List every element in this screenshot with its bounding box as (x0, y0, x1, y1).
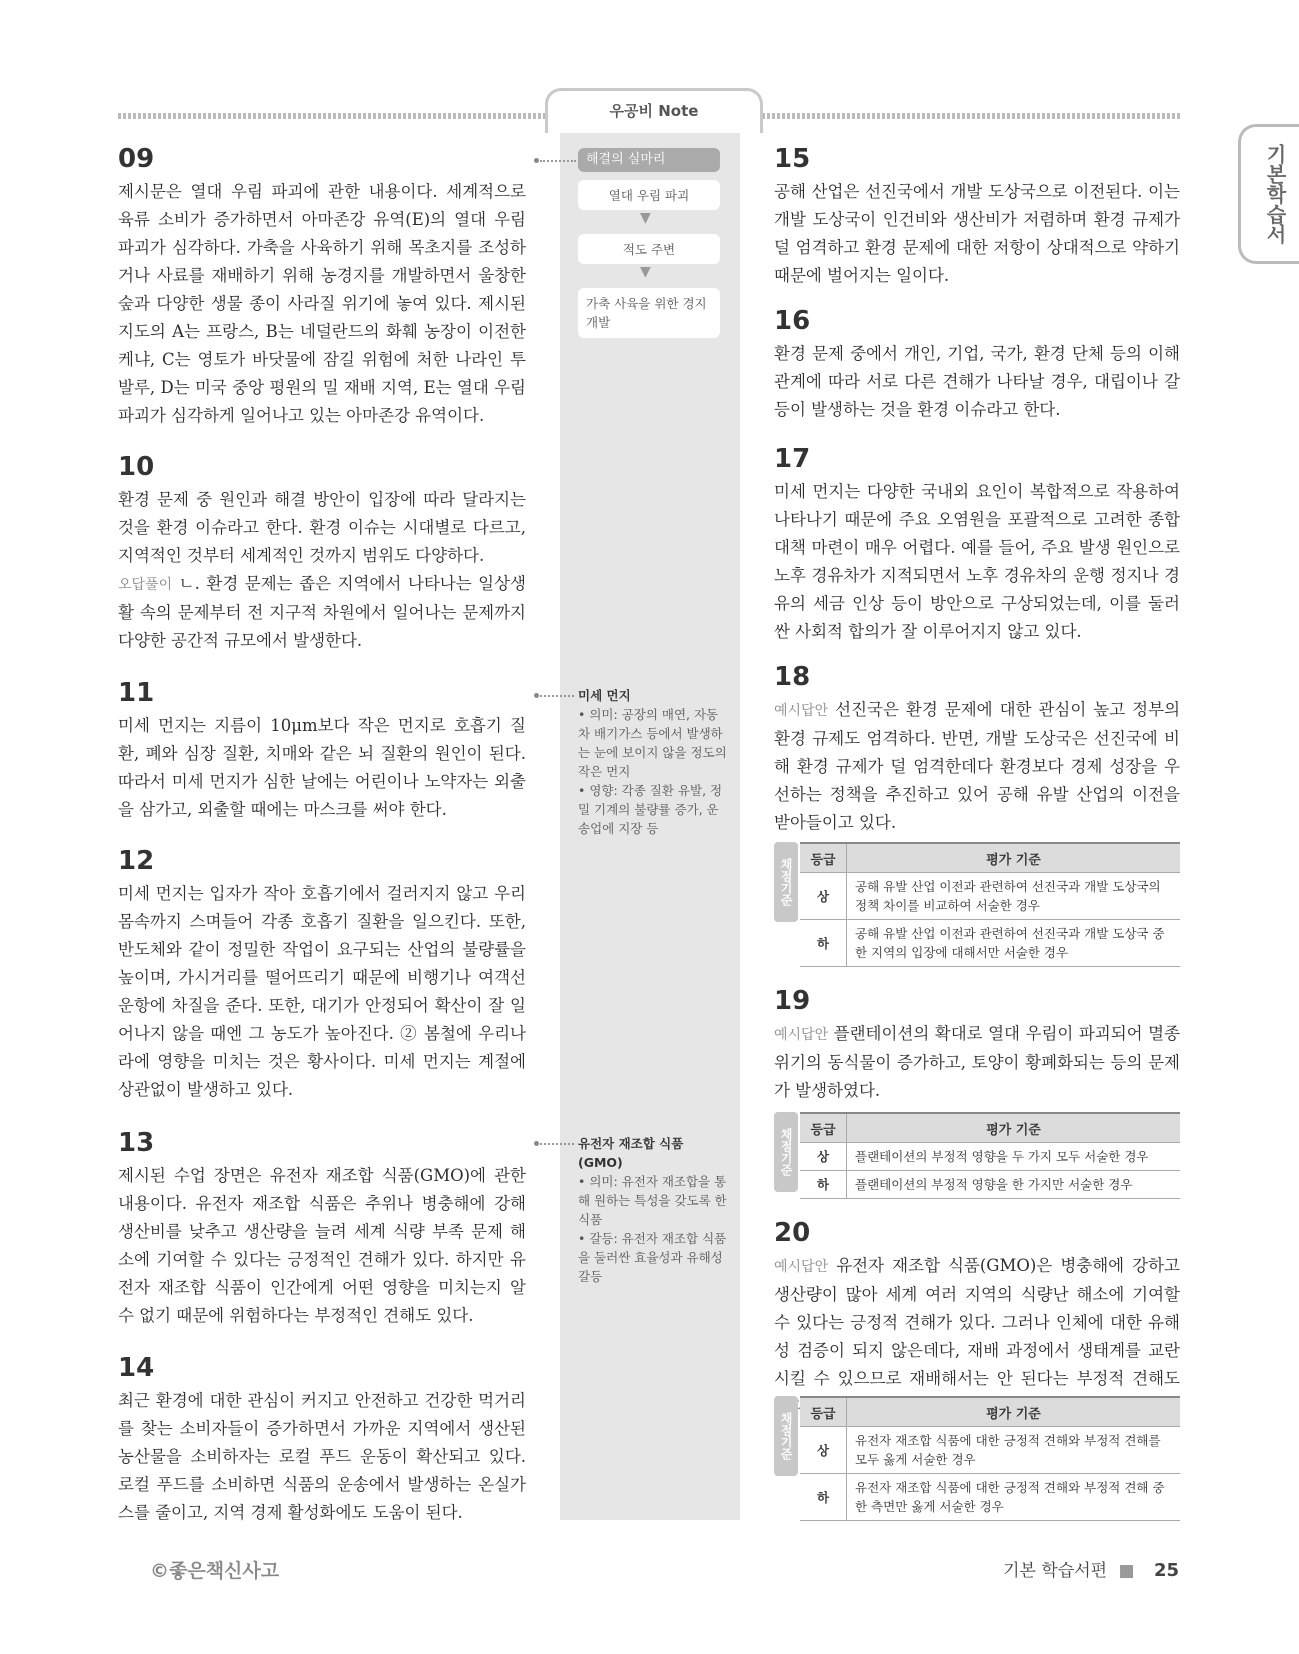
rubric-criteria: 유전자 재조합 식품에 대한 긍정적 견해와 부정적 견해 중 한 측면만 옳게 서술한 경우 (847, 1474, 1181, 1521)
connector-line (540, 1143, 574, 1145)
rubric-header: 평가 기준 (847, 1397, 1181, 1427)
rubric-criteria: 유전자 재조합 식품에 대한 긍정적 견해와 부정적 견해를 모두 옳게 서술한 경우 (847, 1427, 1181, 1474)
arrow-down-icon: ▼ (640, 210, 651, 226)
rubric-grade: 하 (800, 920, 847, 967)
answer-text: 최근 환경에 대한 관심이 커지고 안전하고 건강한 먹거리를 찾는 소비자들이 증가하면서 가까운 지역에서 생산된 농산물을 소비하자는 로컬 푸드 운동이 확산되고 있다. 로컬 푸드를 소비하면 식품의 운송에서 발생하는 온실가스를 줄이고, 지역 경제 활성화에도 도움이 된다. (118, 1391, 526, 1522)
flow-step: 열대 우림 파괴 (578, 180, 720, 210)
rubric-criteria: 공해 유발 산업 이전과 관련하여 선진국과 개발 도상국 중 한 지역의 입장에 대해서만 서술한 경우 (847, 920, 1181, 967)
rubric-grade: 하 (800, 1474, 847, 1521)
answer-text: 제시문은 열대 우림 파괴에 관한 내용이다. 세계적으로 육류 소비가 증가하면서 아마존강 유역(E)의 열대 우림 파괴가 심각하다. 가축을 사육하기 위해 목초지를 조성하거나 사료를 재배하기 위해 농경지를 개발하면서 울창한 숲과 다양한 생물 종이 사라질 위기에 놓여 있다. 제시된 지도의 A는 프랑스, B는 네덜란드의 화훼 농장이 이전한 케냐, C는 영토가 바닷물에 잠길 위험에 처한 나라인 투발루, D는 미국 중앙 평원의 밀 재배 지역, E는 열대 우림 파괴가 심각하게 일어나고 있는 아마존강 유역이다. (118, 182, 526, 425)
page-number: 25 (1153, 1560, 1179, 1581)
top-border-left (118, 113, 548, 119)
side-note-line: • 의미: 공장의 매연, 자동차 배기가스 등에서 발생하는 눈에 보이지 않을 정도의 작은 먼지 (578, 707, 727, 779)
answer-body: 환경 문제 중 원인과 해결 방안이 입장에 따라 달라지는 것을 환경 이슈라고 한다. 환경 이슈는 시대별로 다르고, 지역적인 것부터 세계적인 것까지 범위도 다양하다. (118, 490, 526, 565)
answer-text: 미세 먼지는 지름이 10μm보다 작은 먼지로 호흡기 질환, 폐와 심장 질환, 치매와 같은 뇌 질환의 원인이 된다. 따라서 미세 먼지가 심한 날에는 어린이나 노약자는 외출을 삼가고, 외출할 때에는 마스크를 써야 한다. (118, 716, 526, 819)
answer-text: 제시된 수업 장면은 유전자 재조합 식품(GMO)에 관한 내용이다. 유전자 재조합 식품은 추위나 병충해에 강해 생산비를 낮추고 생산량을 늘려 세계 식량 부족 문제 해소에 기여할 수 있다는 긍정적인 견해가 있다. 하지만 유전자 재조합 식품이 인간에게 어떤 영향을 미치는지 알 수 없기 때문에 위험하다는 부정적인 견해도 있다. (118, 1166, 526, 1325)
question-number: 15 (774, 144, 811, 174)
rubric-grade: 상 (800, 1143, 847, 1171)
rubric-criteria: 플랜테이션의 부정적 영향을 두 가지 모두 서술한 경우 (847, 1143, 1181, 1171)
answer-text: 공해 산업은 선진국에서 개발 도상국으로 이전된다. 이는 개발 도상국이 인건비와 생산비가 저렴하며 환경 규제가 덜 엄격하고 환경 문제에 대한 저항이 상대적으로 약하기 때문에 벌어지는 일이다. (774, 182, 1180, 285)
sample-answer-tag: 예시답안 (774, 1259, 829, 1275)
rubric-table (774, 842, 1180, 964)
side-note-title: 미세 먼지 (578, 688, 631, 703)
rubric-criteria: 플랜테이션의 부정적 영향을 한 가지만 서술한 경우 (847, 1171, 1181, 1199)
answer-text: 환경 문제 중에서 개인, 기업, 국가, 환경 단체 등의 이해관계에 따라 서로 다른 견해가 나타날 경우, 대립이나 갈등이 발생하는 것을 환경 이슈라고 한다. (774, 344, 1180, 419)
question-number: 11 (118, 678, 155, 708)
arrow-down-icon: ▼ (640, 264, 651, 280)
rubric-grade: 상 (800, 873, 847, 920)
rubric-table (774, 1396, 1180, 1518)
rubric-header: 등급 (800, 1397, 847, 1427)
side-note-title: 유전자 재조합 식품(GMO) (578, 1136, 684, 1170)
publisher-logo: ©좋은책신사고 (150, 1560, 280, 1582)
rubric-label: 채점기준 (774, 1112, 798, 1192)
sample-answer-tag: 예시답안 (774, 703, 829, 719)
side-section-tab: 기본학습서 (1238, 124, 1299, 264)
side-note-line: • 갈등: 유전자 재조합 식품을 둘러싼 효율성과 유해성 갈등 (578, 1231, 727, 1284)
answer-text: 미세 먼지는 다양한 국내외 요인이 복합적으로 작용하여 나타나기 때문에 주요 오염원을 포괄적으로 고려한 종합 대책 마련이 매우 어렵다. 예를 들어, 주요 발생 원인으로 노후 경유차가 지적되면서 노후 경유차의 운행 정지나 경유의 세금 인상 등이 방안으로 구상되었는데, 이를 둘러싼 사회적 합의가 잘 이루어지지 않고 있다. (774, 482, 1180, 641)
note-tab: 우공비 Note (545, 88, 763, 133)
rubric-criteria: 공해 유발 산업 이전과 관련하여 선진국과 개발 도상국의 정책 차이를 비교하여 서술한 경우 (847, 873, 1181, 920)
answer-text: 미세 먼지는 입자가 작아 호흡기에서 걸러지지 않고 우리 몸속까지 스며들어 각종 호흡기 질환을 일으킨다. 또한, 반도체와 같이 정밀한 작업이 요구되는 산업의 불량률을 높이며, 가시거리를 떨어뜨리기 때문에 비행기나 여객선 운항에 차질을 준다. 또한, 대기가 안정되어 확산이 잘 일어나지 않을 때엔 그 농도가 높아진다. ② 봄철에 우리나라에 영향을 미치는 것은 황사이다. 미세 먼지는 계절에 상관없이 발생하고 있다. (118, 884, 526, 1099)
connector-dot (534, 693, 539, 698)
answer-text (774, 1020, 1180, 1105)
connector-line (540, 695, 574, 697)
question-number: 12 (118, 846, 155, 876)
connector-dot (534, 158, 539, 163)
flow-step: 가축 사육을 위한 경지 개발 (578, 288, 720, 338)
wrong-answer-tag: 오답풀이 (118, 577, 173, 593)
side-note-dust (578, 686, 728, 838)
answer-text (118, 486, 526, 655)
question-number: 18 (774, 662, 811, 692)
rubric-grade: 상 (800, 1427, 847, 1474)
side-note-line: • 의미: 유전자 재조합을 통해 원하는 특성을 갖도록 한 식품 (578, 1174, 727, 1227)
rubric-table (774, 1112, 1180, 1194)
connector-line (540, 160, 576, 162)
question-number: 09 (118, 144, 155, 174)
question-number: 10 (118, 452, 155, 482)
rubric-header: 평가 기준 (847, 843, 1181, 873)
flow-step: 적도 주변 (578, 234, 720, 264)
answer-body: 플랜테이션의 확대로 열대 우림이 파괴되어 멸종 위기의 동식물이 증가하고, 토양이 황폐화되는 등의 문제가 발생하였다. (774, 1024, 1180, 1100)
question-number: 16 (774, 306, 811, 336)
side-note-gmo (578, 1134, 728, 1286)
rubric-header: 평가 기준 (847, 1113, 1181, 1143)
rubric-header: 등급 (800, 1113, 847, 1143)
top-border-right (757, 113, 1180, 119)
answer-body: 선진국은 환경 문제에 대한 관심이 높고 정부의 환경 규제도 엄격하다. 반면, 개발 도상국은 선진국에 비해 환경 규제가 덜 엄격한데다 환경보다 경제 성장을 우선하는 정책을 추진하고 있어 공해 유발 산업의 이전을 받아들이고 있다. (774, 700, 1181, 832)
question-number: 19 (774, 986, 811, 1016)
footer-separator-icon: ■ (1118, 1561, 1135, 1581)
question-number: 13 (118, 1128, 155, 1158)
rubric-header: 등급 (800, 843, 847, 873)
side-note-line: • 영향: 각종 질환 유발, 정밀 기계의 불량률 증가, 운송업에 지장 등 (578, 783, 723, 836)
question-number: 20 (774, 1218, 811, 1248)
rubric-label: 채점기준 (774, 842, 798, 922)
rubric-label: 채점기준 (774, 1396, 798, 1476)
rubric-grade: 하 (800, 1171, 847, 1199)
connector-dot (534, 1141, 539, 1146)
sample-answer-tag: 예시답안 (774, 1027, 829, 1043)
question-number: 17 (774, 444, 811, 474)
answer-body: 유전자 재조합 식품(GMO)은 병충해에 강하고 생산량이 많아 세계 여러 지역의 식량난 해소에 기여할 수 있다는 긍정적 견해가 있다. 그러나 인체에 대한 유해성 검증이 되지 않은데다, 재배 과정에서 생태계를 교란시킬 수 있으므로 재배해서는 안 된다는 부정적 견해도 (774, 1256, 1180, 1388)
page-footer (1003, 1556, 1179, 1581)
wrong-answer-text: ㄴ. 환경 문제는 좁은 지역에서 나타나는 일상생활 속의 문제부터 전 지구적 차원에서 일어나는 문제까지 다양한 공간적 규모에서 발생한다. (118, 574, 526, 650)
section-name: 기본 학습서편 (1003, 1561, 1108, 1581)
answer-text (774, 696, 1180, 837)
question-number: 14 (118, 1353, 155, 1383)
flow-heading: 해결의 실마리 (578, 148, 720, 172)
